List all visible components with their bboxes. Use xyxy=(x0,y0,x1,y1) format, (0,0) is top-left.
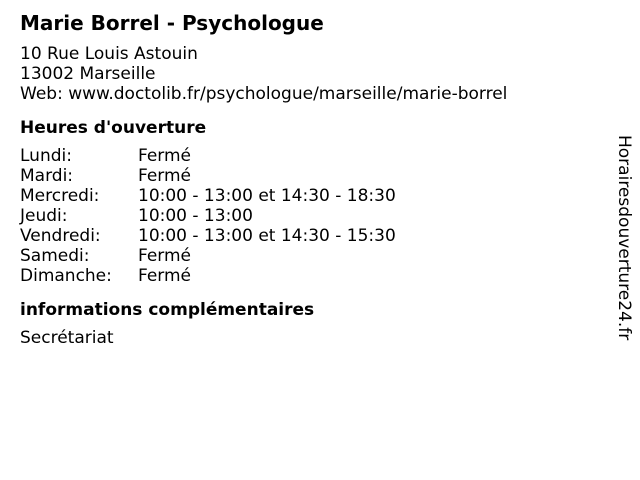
address-line-2: 13002 Marseille xyxy=(20,64,156,84)
hours-row-monday xyxy=(20,146,600,166)
business-card xyxy=(20,10,600,348)
hours-day-label: Jeudi: xyxy=(20,206,68,226)
website-link[interactable]: Web: www.doctolib.fr/psychologue/marseille/marie-borrel xyxy=(20,84,508,104)
hours-row-tuesday xyxy=(20,166,600,186)
hours-row-saturday xyxy=(20,246,600,266)
hours-day-value: Fermé xyxy=(138,166,192,186)
hours-day-value: 10:00 - 13:00 xyxy=(138,206,253,226)
hours-day-value: 10:00 - 13:00 et 14:30 - 18:30 xyxy=(138,186,396,206)
hours-day-label: Samedi: xyxy=(20,246,90,266)
info-text: Secrétariat xyxy=(20,328,114,348)
hours-day-value: Fermé xyxy=(138,266,192,286)
hours-day-label: Dimanche: xyxy=(20,266,112,286)
hours-day-value: Fermé xyxy=(138,246,192,266)
business-name: Marie Borrel - Psychologue xyxy=(20,11,324,35)
hours-day-label: Mercredi: xyxy=(20,186,100,206)
hours-day-label: Vendredi: xyxy=(20,226,101,246)
hours-table xyxy=(20,146,600,286)
site-brand-watermark: Horairesdouverture24.fr xyxy=(614,135,634,341)
hours-day-label: Mardi: xyxy=(20,166,74,186)
hours-day-value: 10:00 - 13:00 et 14:30 - 15:30 xyxy=(138,226,396,246)
address-line-1: 10 Rue Louis Astouin xyxy=(20,44,198,64)
hours-row-friday xyxy=(20,226,600,246)
hours-day-label: Lundi: xyxy=(20,146,72,166)
hours-row-thursday xyxy=(20,206,600,226)
hours-heading: Heures d'ouverture xyxy=(20,118,207,138)
hours-day-value: Fermé xyxy=(138,146,192,166)
hours-row-wednesday xyxy=(20,186,600,206)
hours-row-sunday xyxy=(20,266,600,286)
info-heading: informations complémentaires xyxy=(20,300,315,320)
